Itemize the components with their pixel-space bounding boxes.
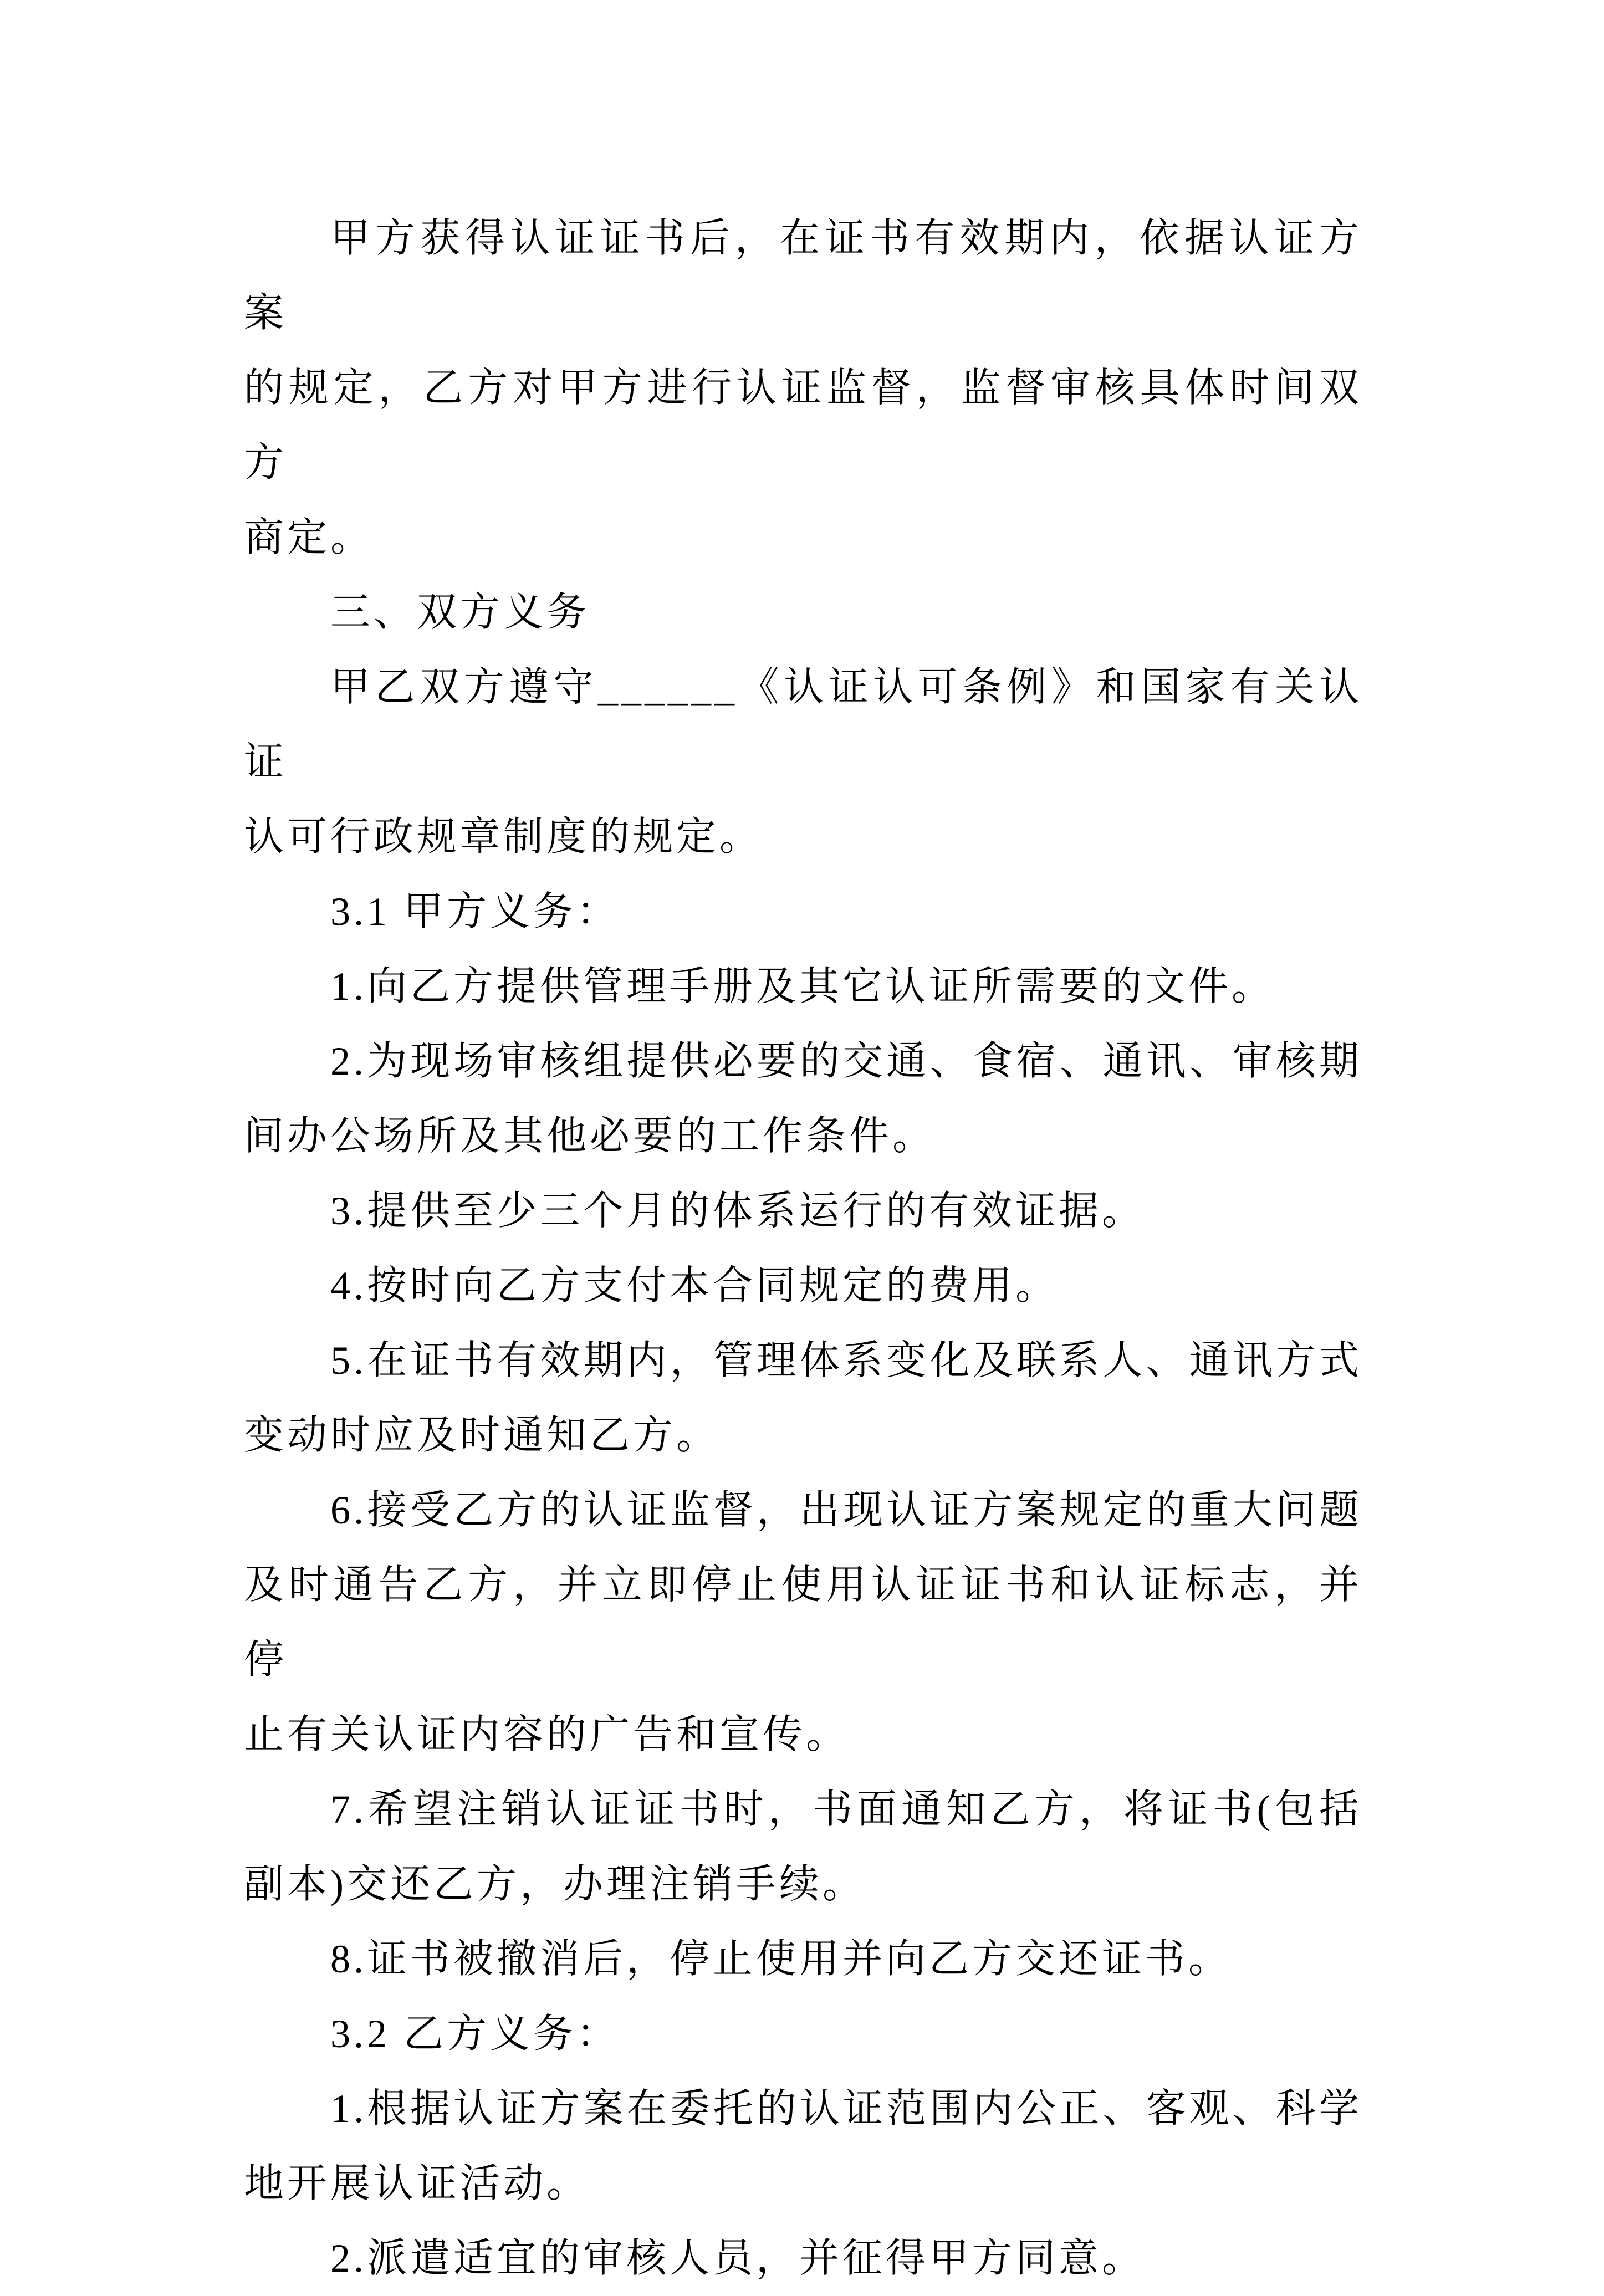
text-line: 5.在证书有效期内，管理体系变化及联系人、通讯方式 [330, 1338, 1362, 1383]
text-line: 4.按时向乙方支付本合同规定的费用。 [330, 1264, 1059, 1308]
text-line: 止有关认证内容的广告和宣传。 [244, 1712, 850, 1757]
text-line: 1.向乙方提供管理手册及其它认证所需要的文件。 [330, 964, 1275, 1009]
text-line: 地开展认证活动。 [244, 2161, 590, 2206]
text-line: 2.派遣适宜的审核人员，并征得甲方同意。 [330, 2236, 1146, 2280]
text-line: 6.接受乙方的认证监督，出现认证方案规定的重大问题 [330, 1488, 1362, 1532]
text-line: 三、双方义务 [330, 590, 590, 635]
text-line: 3.1 甲方义务： [330, 889, 620, 934]
text-line: 认可行政规章制度的规定。 [244, 815, 763, 859]
text-line: 8.证书被撤消后，停止使用并向乙方交还证书。 [330, 1937, 1232, 1981]
text-line: 3.2 乙方义务： [330, 2012, 620, 2056]
text-line: 及时通告乙方，并立即停止使用认证证书和认证标志，并停 [244, 1563, 1362, 1682]
text-line: 副本)交还乙方，办理注销手续。 [244, 1862, 866, 1906]
text-line: 3.提供至少三个月的体系运行的有效证据。 [330, 1189, 1146, 1233]
text-line: 甲乙双方遵守______《认证认可条例》和国家有关认证 [244, 665, 1362, 784]
text-line: 的规定，乙方对甲方进行认证监督，监督审核具体时间双方 [244, 366, 1362, 485]
text-line: 商定。 [244, 515, 374, 560]
text-line: 1.根据认证方案在委托的认证范围内公正、客观、科学 [330, 2087, 1362, 2131]
text-line: 变动时应及时通知乙方。 [244, 1413, 720, 1458]
text-line: 7.希望注销认证证书时，书面通知乙方，将证书(包括 [330, 1787, 1362, 1832]
text-content [244, 201, 1362, 2296]
text-line: 间办公场所及其他必要的工作条件。 [244, 1114, 936, 1158]
text-line: 甲方获得认证证书后，在证书有效期内，依据认证方案 [244, 216, 1362, 335]
text-line: 2.为现场审核组提供必要的交通、食宿、通讯、审核期 [330, 1039, 1362, 1083]
